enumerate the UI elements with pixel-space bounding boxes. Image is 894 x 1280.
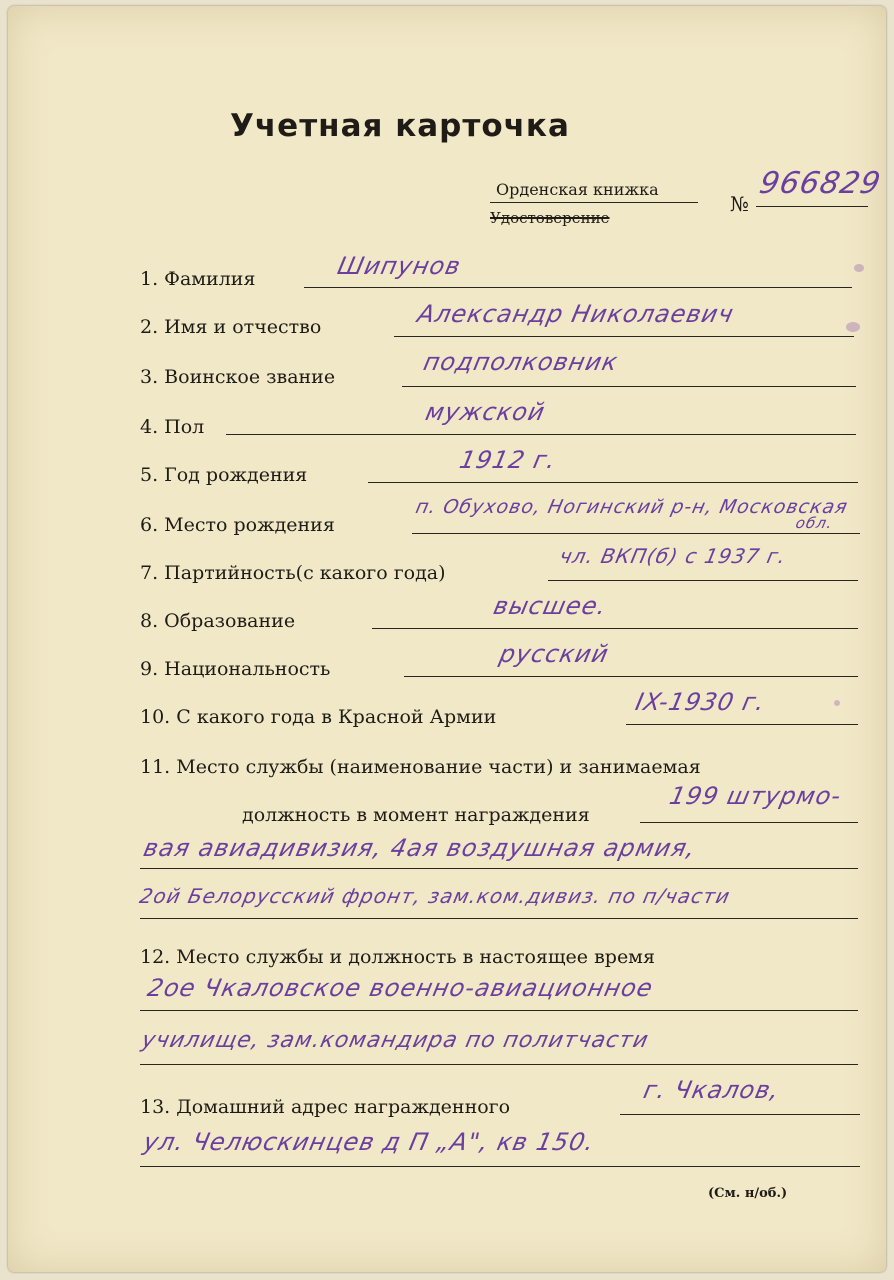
ink-stain: [854, 264, 864, 272]
number-underline: [756, 206, 868, 207]
order-book-number: 966829: [756, 166, 885, 201]
field-value-nationality: русский: [497, 640, 612, 668]
field-value-service-3: 2ой Белорусский фронт, зам.ком.дивиз. по п/части: [137, 884, 733, 908]
field-value-sex: мужской: [423, 398, 548, 426]
field-line-rank: [402, 386, 856, 387]
number-sign: №: [730, 192, 749, 216]
field-value-service-1: 199 штурмо-: [667, 782, 845, 810]
doc-type-underline: [490, 202, 698, 203]
field-line-service-2: [140, 868, 858, 869]
field-value-current-2: училище, зам.командира по политчасти: [139, 1028, 652, 1053]
field-value-address-2: ул. Челюскинцев д П „А", кв 150.: [141, 1128, 598, 1156]
field-label-army-since: 10. С какого года в Красной Армии: [140, 706, 497, 728]
field-line-name: [394, 336, 854, 337]
field-line-nationality: [404, 676, 858, 677]
field-line-service-3: [140, 918, 858, 919]
field-line-address-1: [620, 1114, 860, 1115]
field-value-rank: подполковник: [421, 348, 621, 376]
field-label-education: 8. Образование: [140, 610, 296, 632]
field-value-party: чл. ВКП(б) с 1937 г.: [557, 544, 789, 568]
field-label-surname: 1. Фамилия: [140, 268, 256, 290]
field-line-education: [372, 628, 858, 629]
field-label-sex: 4. Пол: [140, 416, 205, 438]
field-value-education: высшее.: [491, 592, 610, 620]
field-label-name: 2. Имя и отчество: [140, 316, 322, 338]
award-record-card: [8, 6, 886, 1272]
field-label-birth-year: 5. Год рождения: [140, 464, 308, 486]
field-label-home-address: 13. Домашний адрес награжденного: [140, 1096, 511, 1118]
field-value-birth-year: 1912 г.: [457, 446, 559, 474]
field-value-birthplace: п. Обухово, Ногинский р-н, Московская: [413, 496, 851, 518]
field-value-surname: Шипунов: [335, 252, 464, 280]
field-label-nationality: 9. Национальность: [140, 658, 331, 680]
field-line-address-2: [140, 1166, 860, 1167]
field-line-surname: [304, 287, 852, 288]
footer-note: (См. н/об.): [708, 1186, 788, 1201]
field-label-service-place: 11. Место службы (наименование части) и занимаемая: [140, 756, 701, 778]
field-value-name: Александр Николаевич: [415, 300, 737, 328]
field-label-party: 7. Партийность(с какого года): [140, 562, 446, 584]
field-line-service-1: [640, 822, 858, 823]
field-line-sex: [226, 434, 856, 435]
field-line-party: [548, 580, 858, 581]
field-value-current-1: 2ое Чкаловское военно-авиационное: [145, 974, 656, 1002]
field-line-current-1: [140, 1010, 858, 1011]
field-line-army-since: [626, 724, 858, 725]
field-line-current-2: [140, 1064, 858, 1065]
field-label-current-service: 12. Место службы и должность в настоящее время: [140, 946, 655, 968]
field-value-birthplace-cont: обл.: [794, 514, 835, 532]
field-line-birth-year: [368, 482, 858, 483]
card-title: Учетная карточка: [230, 108, 570, 144]
ink-stain: [846, 322, 860, 332]
field-label-service-position: должность в момент награждения: [242, 804, 590, 826]
field-value-army-since: IX-1930 г.: [633, 688, 768, 716]
ink-stain: [834, 700, 840, 706]
field-label-birthplace: 6. Место рождения: [140, 514, 335, 536]
field-value-service-2: вая авиадивизия, 4ая воздушная армия,: [141, 834, 699, 862]
field-label-rank: 3. Воинское звание: [140, 366, 336, 388]
doc-type-order-book: Орденская книжка: [496, 180, 659, 199]
field-line-birthplace: [412, 533, 860, 534]
doc-type-certificate-struck: Удостоверение: [490, 209, 610, 227]
field-value-address-1: г. Чкалов,: [641, 1076, 783, 1104]
